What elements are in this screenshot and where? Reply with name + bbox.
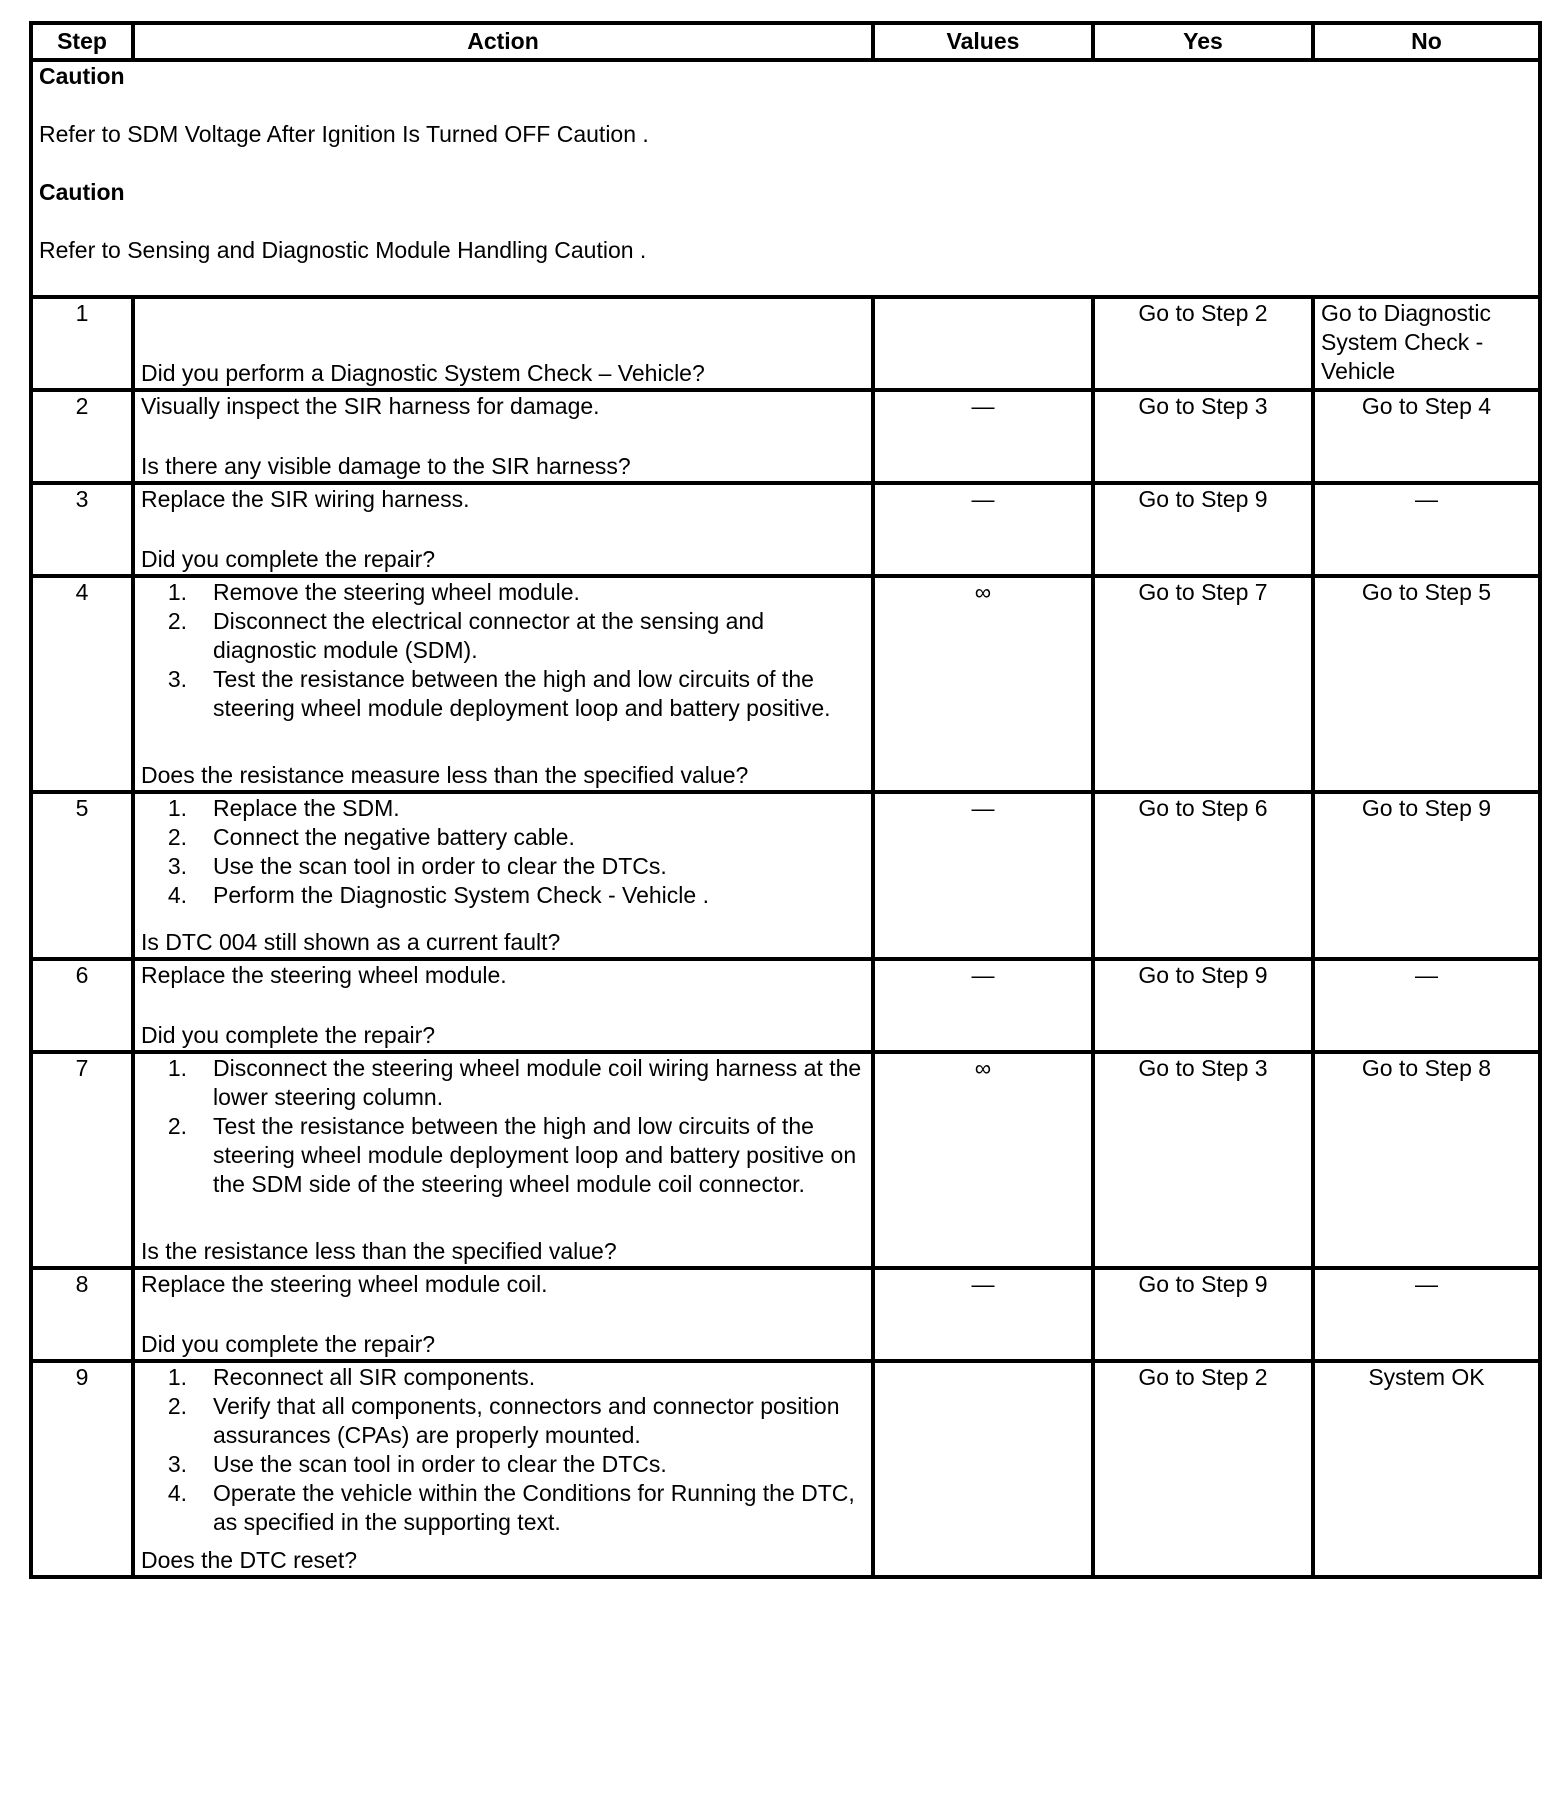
diagnostic-table — [29, 21, 1542, 1579]
yes-result: Go to Step 9 — [1093, 483, 1313, 576]
step-row — [31, 1268, 1540, 1361]
header-values: Values — [873, 23, 1093, 60]
procedure-item-text: Test the resistance between the high and low circuits of the steering wheel module deployment loop and battery positive on the SDM side of the steering wheel module coil connector. — [213, 1113, 857, 1197]
yes-result: Go to Step 9 — [1093, 959, 1313, 1052]
step-row — [31, 483, 1540, 576]
caution-cell — [31, 60, 1540, 297]
procedure-list — [141, 578, 865, 723]
procedure-item: 1. Reconnect all SIR components. — [141, 1363, 865, 1392]
action-cell — [133, 1268, 873, 1361]
procedure-list — [141, 1054, 865, 1199]
action-question: Is there any visible damage to the SIR harness? — [141, 453, 631, 479]
yes-result: Go to Step 7 — [1093, 576, 1313, 792]
diagnostic-table-container — [29, 21, 1538, 1579]
step-row — [31, 576, 1540, 792]
procedure-list — [141, 794, 865, 910]
yes-result: Go to Step 9 — [1093, 1268, 1313, 1361]
procedure-item-text: Operate the vehicle within the Conditions for Running the DTC, as specified in the supporting text. — [213, 1480, 855, 1535]
value-cell: — — [873, 959, 1093, 1052]
procedure-item: 1. Remove the steering wheel module. — [141, 578, 865, 607]
no-result: Go to Step 5 — [1313, 576, 1540, 792]
step-number: 2 — [31, 390, 133, 483]
yes-result: Go to Step 2 — [1093, 297, 1313, 390]
action-cell — [133, 1052, 873, 1268]
value-cell: — — [873, 390, 1093, 483]
step-number: 3 — [31, 483, 133, 576]
action-question: Does the DTC reset? — [141, 1547, 358, 1573]
action-cell — [133, 792, 873, 959]
action-cell — [133, 959, 873, 1052]
action-content — [141, 794, 865, 957]
action-instruction: Replace the steering wheel module coil. — [141, 1271, 548, 1297]
no-result: — — [1313, 483, 1540, 576]
header-yes: Yes — [1093, 23, 1313, 60]
procedure-item: 4. Perform the Diagnostic System Check - Vehicle . — [141, 881, 865, 910]
step-number: 4 — [31, 576, 133, 792]
yes-result: Go to Step 2 — [1093, 1361, 1313, 1577]
action-question: Did you complete the repair? — [141, 546, 436, 572]
procedure-item-text: Disconnect the steering wheel module coil wiring harness at the lower steering column. — [213, 1055, 862, 1110]
procedure-item: 2. Connect the negative battery cable. — [141, 823, 865, 852]
yes-result: Go to Step 6 — [1093, 792, 1313, 959]
value-cell: ∞ — [873, 576, 1093, 792]
step-number: 9 — [31, 1361, 133, 1577]
no-result: — — [1313, 1268, 1540, 1361]
step-number: 1 — [31, 297, 133, 390]
step-number: 5 — [31, 792, 133, 959]
value-cell — [873, 1361, 1093, 1577]
step-number: 8 — [31, 1268, 133, 1361]
no-result: Go to Diagnostic System Check - Vehicle — [1313, 297, 1540, 390]
step-row — [31, 390, 1540, 483]
step-number: 7 — [31, 1052, 133, 1268]
procedure-item-text: Replace the SDM. — [213, 795, 400, 821]
procedure-item: 2. Disconnect the electrical connector at the sensing and diagnostic module (SDM). — [141, 607, 865, 665]
action-cell — [133, 576, 873, 792]
step-row — [31, 792, 1540, 959]
action-instruction: Visually inspect the SIR harness for damage. — [141, 393, 600, 419]
procedure-item-text: Use the scan tool in order to clear the DTCs. — [213, 853, 667, 879]
procedure-item: 3. Test the resistance between the high and low circuits of the steering wheel module deployment loop and battery positive. — [141, 665, 865, 723]
step-row — [31, 1052, 1540, 1268]
caution-title: Caution — [39, 63, 125, 89]
procedure-item-text: Verify that all components, connectors and connector position assurances (CPAs) are properly mounted. — [213, 1393, 840, 1448]
step-row — [31, 959, 1540, 1052]
value-cell — [873, 297, 1093, 390]
step-number: 6 — [31, 959, 133, 1052]
action-content — [141, 1363, 865, 1575]
procedure-item: 3. Use the scan tool in order to clear the DTCs. — [141, 852, 865, 881]
header-row — [31, 23, 1540, 60]
procedure-item-text: Remove the steering wheel module. — [213, 579, 580, 605]
procedure-item: 1. Disconnect the steering wheel module coil wiring harness at the lower steering column. — [141, 1054, 865, 1112]
caution-text: Refer to SDM Voltage After Ignition Is Turned OFF Caution . — [39, 121, 649, 147]
no-result: Go to Step 4 — [1313, 390, 1540, 483]
action-cell — [133, 297, 873, 390]
header-no: No — [1313, 23, 1540, 60]
action-content — [141, 299, 865, 388]
action-question: Does the resistance measure less than the specified value? — [141, 762, 749, 788]
procedure-item: 1. Replace the SDM. — [141, 794, 865, 823]
action-cell — [133, 390, 873, 483]
procedure-list — [141, 1363, 865, 1537]
no-result: Go to Step 8 — [1313, 1052, 1540, 1268]
procedure-item-text: Disconnect the electrical connector at the sensing and diagnostic module (SDM). — [213, 608, 765, 663]
action-content — [141, 485, 865, 574]
caution-text: Refer to Sensing and Diagnostic Module Handling Caution . — [39, 237, 647, 263]
procedure-item-text: Test the resistance between the high and low circuits of the steering wheel module deployment loop and battery positive. — [213, 666, 831, 721]
no-result: System OK — [1313, 1361, 1540, 1577]
value-cell: — — [873, 483, 1093, 576]
action-instruction: Replace the SIR wiring harness. — [141, 486, 470, 512]
yes-result: Go to Step 3 — [1093, 1052, 1313, 1268]
action-question: Did you complete the repair? — [141, 1331, 436, 1357]
procedure-item-text: Reconnect all SIR components. — [213, 1364, 536, 1390]
action-question: Is the resistance less than the specified value? — [141, 1238, 617, 1264]
no-result: Go to Step 9 — [1313, 792, 1540, 959]
action-content — [141, 1054, 865, 1266]
action-cell — [133, 483, 873, 576]
action-cell — [133, 1361, 873, 1577]
value-cell: — — [873, 792, 1093, 959]
step-row — [31, 297, 1540, 390]
procedure-item: 2. Verify that all components, connectors and connector position assurances (CPAs) are properly mounted. — [141, 1392, 865, 1450]
procedure-item: 2. Test the resistance between the high and low circuits of the steering wheel module deployment loop and battery positive on the SDM side of the steering wheel module coil connector. — [141, 1112, 865, 1199]
action-question: Is DTC 004 still shown as a current fault? — [141, 929, 561, 955]
yes-result: Go to Step 3 — [1093, 390, 1313, 483]
action-question: Did you perform a Diagnostic System Check – Vehicle? — [141, 360, 705, 386]
action-content — [141, 578, 865, 790]
action-content — [141, 1270, 865, 1359]
action-content — [141, 961, 865, 1050]
caution-title: Caution — [39, 179, 125, 205]
step-row — [31, 1361, 1540, 1577]
value-cell: — — [873, 1268, 1093, 1361]
action-question: Did you complete the repair? — [141, 1022, 436, 1048]
procedure-item: 3. Use the scan tool in order to clear the DTCs. — [141, 1450, 865, 1479]
procedure-item: 4. Operate the vehicle within the Conditions for Running the DTC, as specified in the supporting text. — [141, 1479, 865, 1537]
header-step: Step — [31, 23, 133, 60]
header-action: Action — [133, 23, 873, 60]
caution-row — [31, 60, 1540, 297]
action-instruction: Replace the steering wheel module. — [141, 962, 507, 988]
procedure-item-text: Perform the Diagnostic System Check - Vehicle . — [213, 882, 709, 908]
value-cell: ∞ — [873, 1052, 1093, 1268]
procedure-item-text: Use the scan tool in order to clear the DTCs. — [213, 1451, 667, 1477]
action-content — [141, 392, 865, 481]
no-result: — — [1313, 959, 1540, 1052]
procedure-item-text: Connect the negative battery cable. — [213, 824, 575, 850]
